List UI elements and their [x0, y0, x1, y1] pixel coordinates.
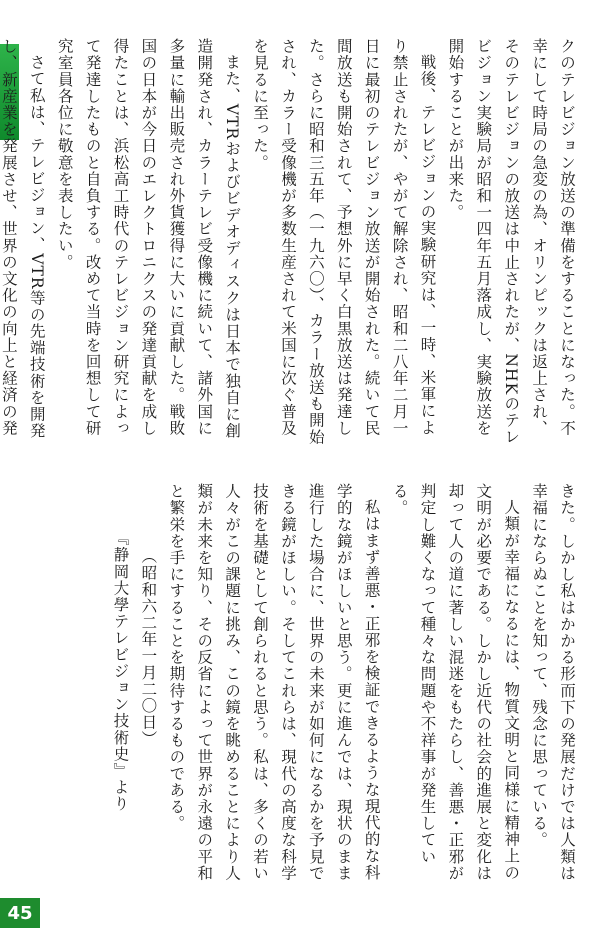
- page-number: 45: [0, 898, 40, 928]
- paragraph: また、VTRおよびビデオディスクは日本で独自に創造開発され、カラーテレビ受像機に続いて、諸外国に多量に輸出販売され外貨獲得に大いに貢献した。戦敗国の日本が今日のエレクトロニクスの発達貢献を成し得たことは、浜松高工時代のテレビジョン研究によって発達したものと自負する。改めて当時を回想して研究室員各位に敬意を表したい。: [55, 38, 242, 439]
- paragraph: 人類が幸福になるには、物質文明と同様に精神上の文明が必要である。しかし近代の社会的進展と変化は却って人の道に著しい混迷をもたらし、善悪・正邪が判定し難くなって種々な問題や不祥事が発生している。: [390, 483, 521, 882]
- paragraph: クのテレビジョン放送の準備をすることになった。不幸にして時局の急変の為、オリンピックは返上され、そのテレビジョンの放送は中止されたが、NHKのテレビジョン実験局が昭和一四年五月落成し、実験放送を開始することが出来た。: [446, 38, 576, 446]
- essay-date: （昭和六二年一月二〇日）: [139, 548, 158, 748]
- paragraph: 戦後、テレビジョンの実験研究は、一時、米軍により禁止されたが、やがて解除され、昭和二八年二月一日に最初のテレビジョン放送が開始された。続いて民間放送も開始されて、予想外に早く白黒放送は発達した。さらに昭和三五年（一九六〇）、カラー放送も開始され、カラー受像機が多数生産されて米国に次ぐ普及を見るに至った。: [251, 38, 437, 446]
- paragraph: 私はまず善悪・正邪を検証できるような現代的な科学的な鏡がほしいと思う。更に進んでは、現状のまま進行した場合に、世界の未来が如何になるかを予見できる鏡がほしい。そしてこれらは、現代の高度な科学技術を基礎として創られると思う。私は、多くの若い人々がこの課題に挑み、この鏡を眺めることにより人類が未来を知り、その反省によって世界が永遠の平和と繁栄を手にすることを期待するものである。: [167, 483, 381, 882]
- essay-bottom-section: [110, 483, 580, 891]
- paragraph: さて私は、テレビジョン、VTR等の先端技術を開発し、新産業を発展させ、世界の文化の向上と経済の発: [0, 38, 46, 439]
- essay-top-section: [0, 38, 580, 450]
- essay-source: 『静岡大學テレビジョン技術史』より: [111, 529, 130, 812]
- paragraph: きた。しかし私はかかる形而下の発展だけでは人類は幸福にならぬことを知って、残念に思っている。: [530, 483, 576, 882]
